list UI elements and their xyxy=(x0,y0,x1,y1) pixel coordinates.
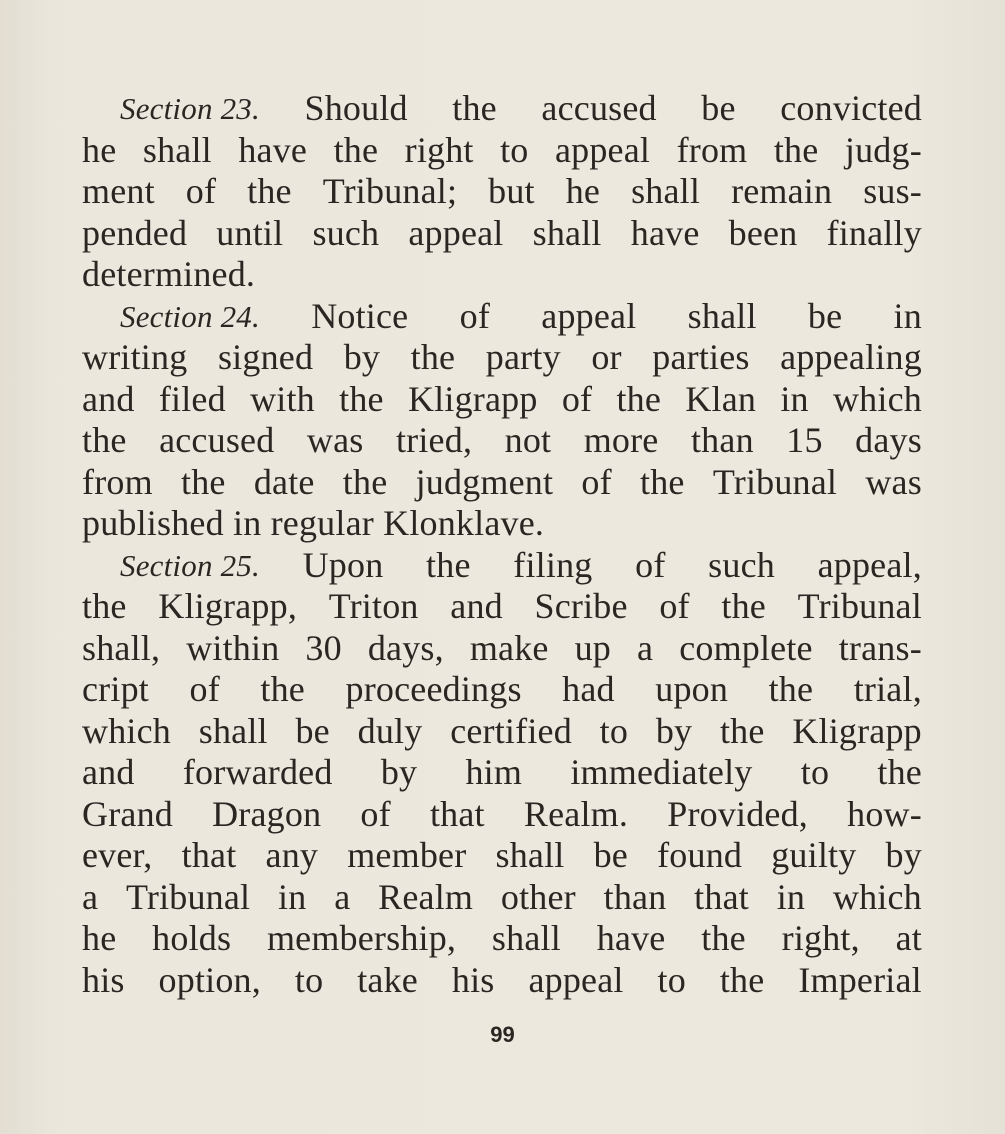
text-line: Section 24. Notice of appeal shall be in xyxy=(120,295,922,336)
text-line: Section 25. Upon the filing of such appeal, xyxy=(120,544,922,585)
section-label: Section 25. xyxy=(120,547,260,583)
text-line: writing signed by the party or parties appealing xyxy=(82,337,922,377)
text-line: Grand Dragon of that Realm. Provided, how- xyxy=(82,793,922,834)
text-block xyxy=(82,88,922,1001)
text-line: shall, within 30 days, make up a complete trans- xyxy=(82,627,922,668)
text-line: the accused was tried, not more than 15 days xyxy=(82,420,922,460)
text-line: he shall have the right to appeal from the judg- xyxy=(82,129,922,170)
text-line: published in regular Klonklave. xyxy=(82,503,545,543)
text-line: cript of the proceedings had upon the trial, xyxy=(82,669,922,709)
text-line: his option, to take his appeal to the Imperial xyxy=(82,959,922,1000)
text-line: ment of the Tribunal; but he shall remain sus- xyxy=(82,171,922,211)
section-label: Section 23. xyxy=(120,91,260,126)
text-line: and filed with the Kligrapp of the Klan in which xyxy=(82,378,922,419)
section-25-paragraph xyxy=(82,545,922,1002)
section-label: Section 24. xyxy=(120,298,260,334)
text-line: from the date the judgment of the Tribunal was xyxy=(82,461,922,502)
section-24-paragraph xyxy=(82,296,922,545)
text-line: Section 23. Should the accused be convicted xyxy=(120,88,922,128)
text-line: which shall be duly certified to by the Kligrapp xyxy=(82,710,922,751)
text-line: ever, that any member shall be found guilty by xyxy=(82,835,922,875)
text-line: the Kligrapp, Triton and Scribe of the Tribunal xyxy=(82,586,922,626)
text-line: determined. xyxy=(82,254,256,294)
text-line: he holds membership, shall have the right, at xyxy=(82,918,922,958)
text-line: pended until such appeal shall have been finally xyxy=(82,212,922,253)
text-line: and forwarded by him immediately to the xyxy=(82,752,922,792)
page-number: 99 xyxy=(490,1022,515,1047)
text-line: a Tribunal in a Realm other than that in which xyxy=(82,876,922,917)
section-23-paragraph xyxy=(82,88,922,296)
